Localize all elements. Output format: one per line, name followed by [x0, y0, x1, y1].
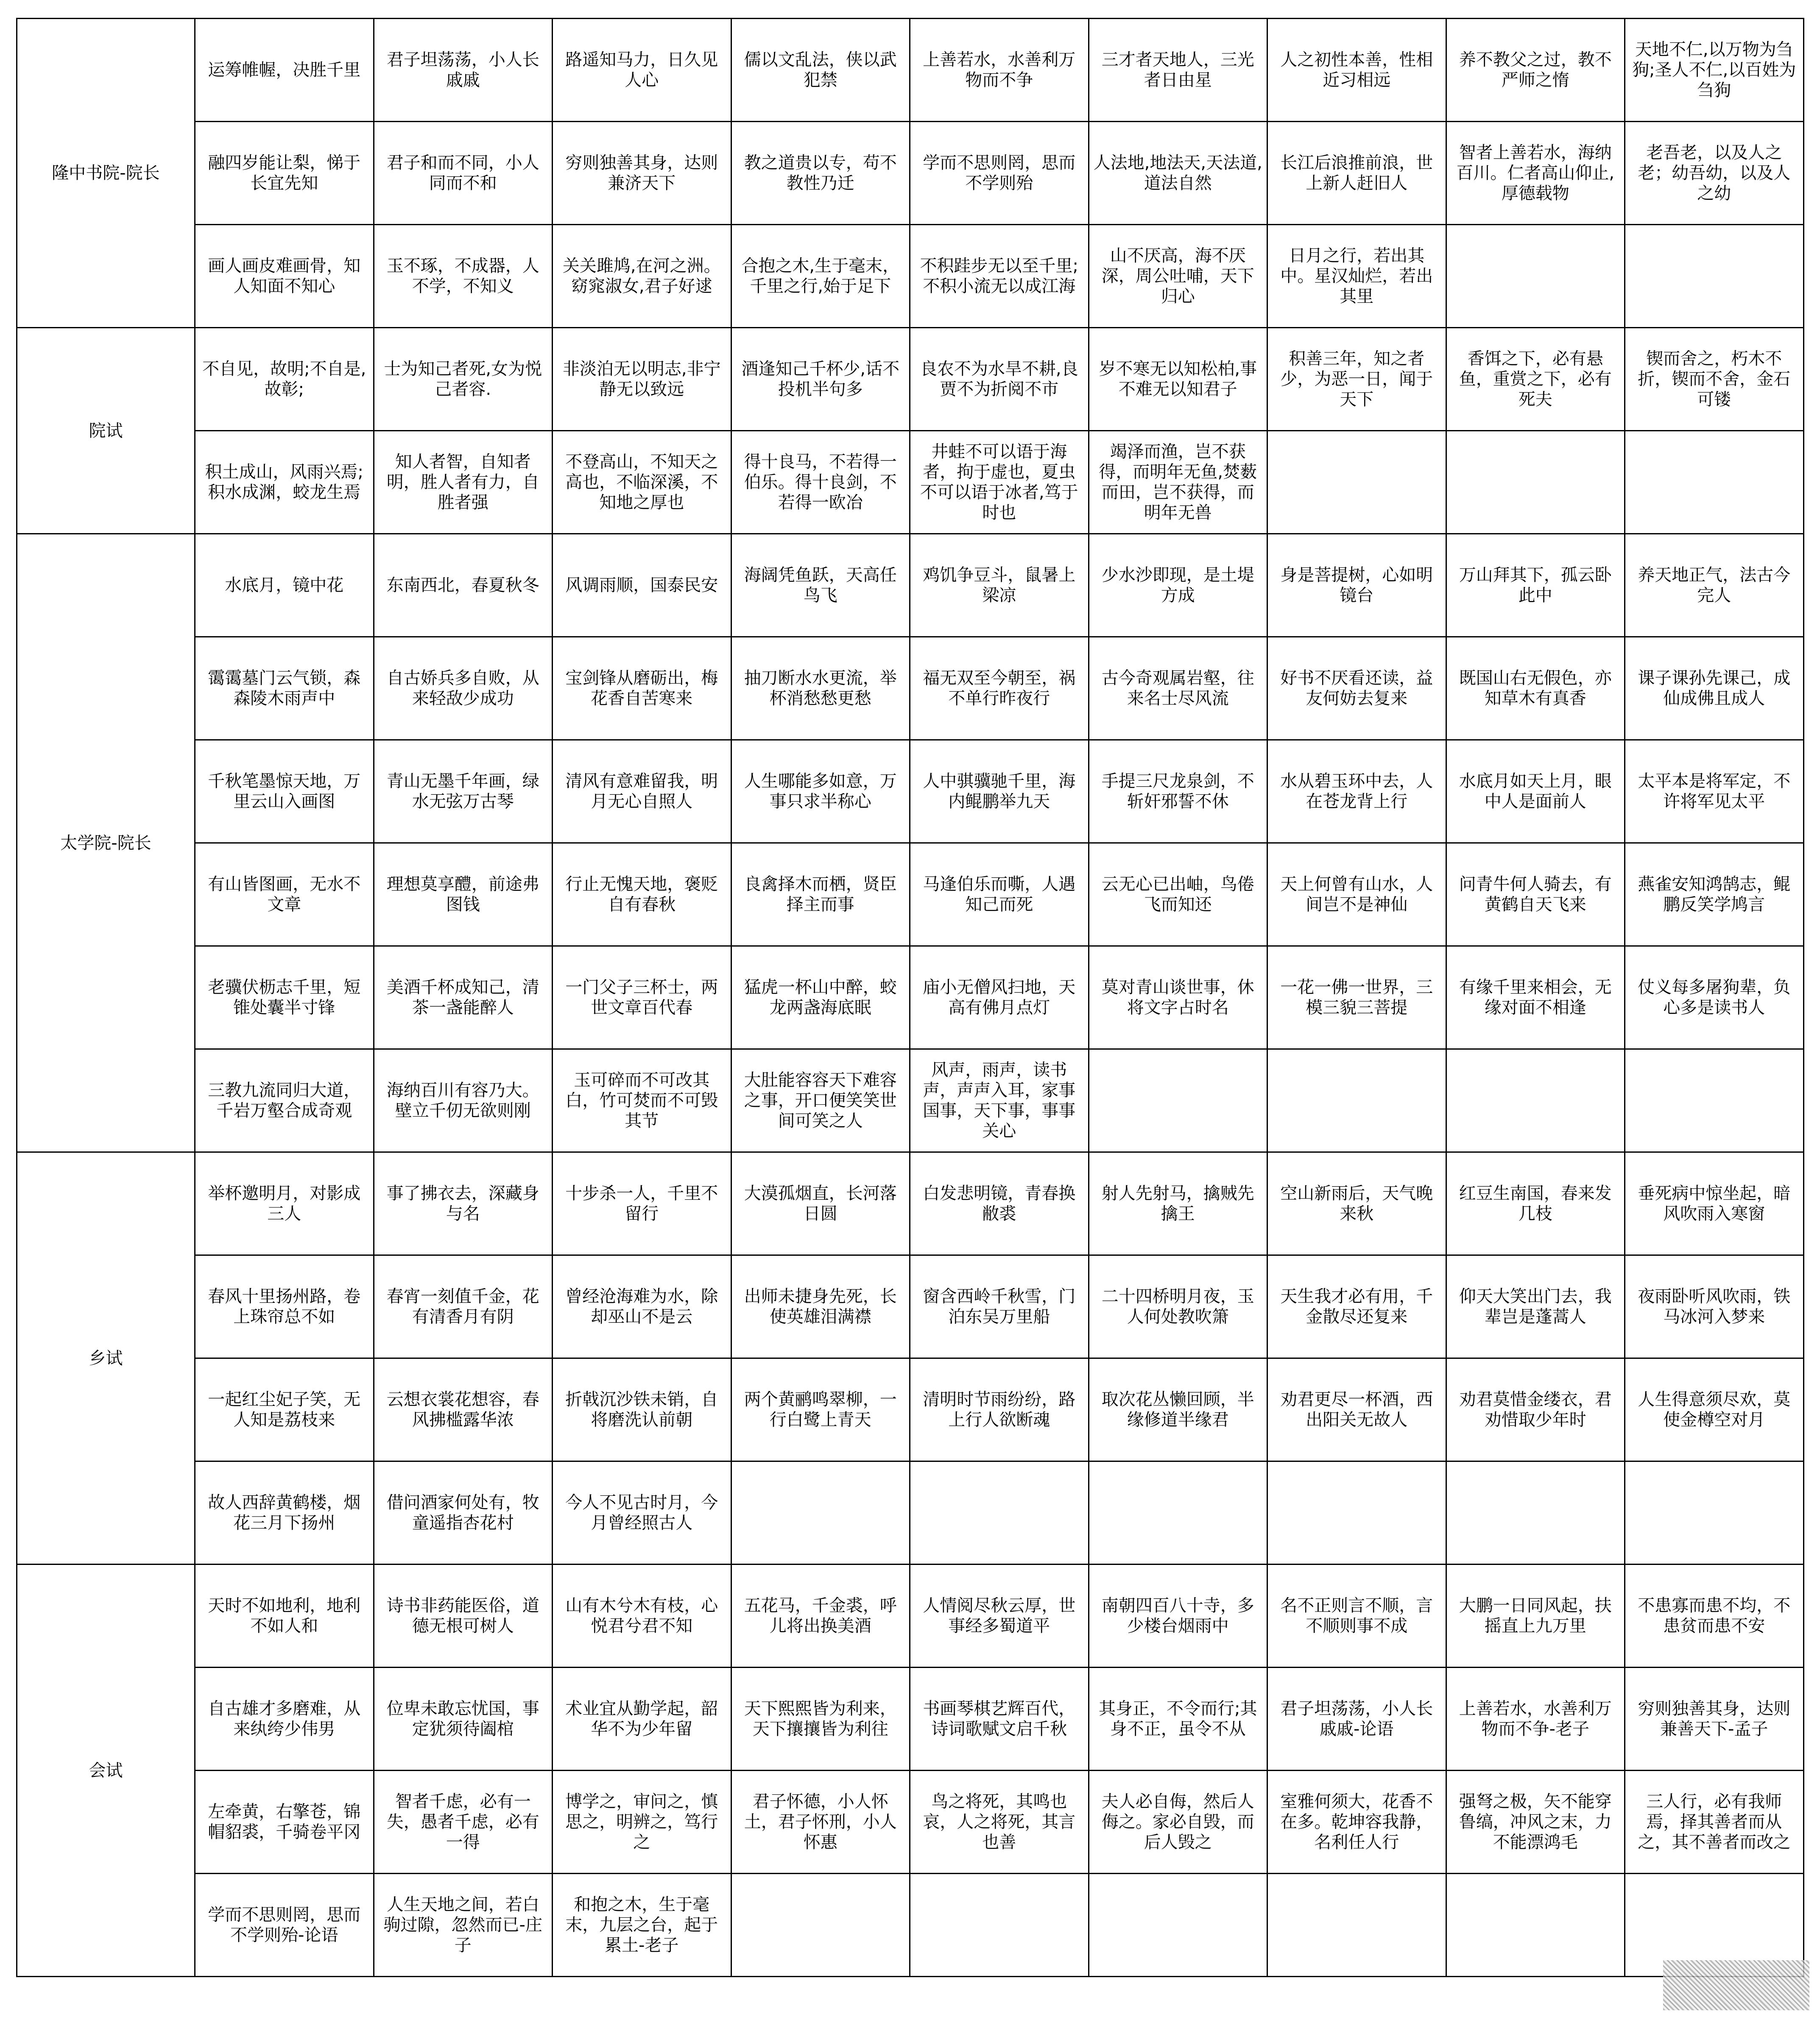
table-cell: 庙小无僧风扫地，天高有佛月点灯 — [910, 946, 1089, 1049]
table-row — [17, 1771, 1804, 1874]
table-cell: 日月之行，若出其中。星汉灿烂，若出其里 — [1267, 225, 1446, 328]
table-cell — [1446, 1049, 1625, 1152]
table-cell — [1267, 1049, 1446, 1152]
table-cell: 强弩之极，矢不能穿鲁缟，冲风之末，力不能漂鸿毛 — [1446, 1771, 1625, 1874]
table-cell — [910, 1874, 1089, 1977]
table-cell: 自古娇兵多自败，从来轻敌少成功 — [374, 637, 553, 740]
table-cell — [1089, 1049, 1267, 1152]
table-cell: 古今奇观属岩壑，往来名士尽风流 — [1089, 637, 1267, 740]
table-cell: 手提三尺龙泉剑，不斩奸邪誓不休 — [1089, 740, 1267, 843]
table-cell: 海阔凭鱼跃，天高任鸟飞 — [731, 534, 910, 637]
table-cell: 老吾老，以及人之老；幼吾幼，以及人之幼 — [1625, 122, 1804, 225]
table-row — [17, 637, 1804, 740]
table-cell: 智者上善若水，海纳百川。仁者高山仰止,厚德载物 — [1446, 122, 1625, 225]
table-cell: 融四岁能让梨，悌于长宜先知 — [195, 122, 374, 225]
table-row — [17, 1152, 1804, 1255]
table-cell: 非淡泊无以明志,非宁静无以致远 — [553, 328, 731, 431]
table-row — [17, 1049, 1804, 1152]
table-cell: 海纳百川有容乃大。壁立千仞无欲则刚 — [374, 1049, 553, 1152]
table-cell: 猛虎一杯山中醉，蛟龙两盏海底眠 — [731, 946, 910, 1049]
table-cell: 春风十里扬州路，卷上珠帘总不如 — [195, 1255, 374, 1358]
table-cell: 玉不琢，不成器，人不学，不知义 — [374, 225, 553, 328]
table-cell: 鸟之将死，其鸣也哀，人之将死，其言也善 — [910, 1771, 1089, 1874]
table-row — [17, 1668, 1804, 1771]
table-cell: 举杯邀明月，对影成三人 — [195, 1152, 374, 1255]
table-cell: 学而不思则罔，思而不学则殆-论语 — [195, 1874, 374, 1977]
table-cell: 空山新雨后，天气晚来秋 — [1267, 1152, 1446, 1255]
table-cell: 知人者智，自知者明，胜人者有力，自胜者强 — [374, 431, 553, 534]
table-cell: 上善若水，水善利万物而不争 — [910, 19, 1089, 122]
table-cell: 有山皆图画，无水不文章 — [195, 843, 374, 946]
table-cell: 万山拜其下，孤云卧此中 — [1446, 534, 1625, 637]
table-row — [17, 946, 1804, 1049]
table-cell: 不登高山，不知天之高也，不临深溪，不知地之厚也 — [553, 431, 731, 534]
table-cell: 仰天大笑出门去，我辈岂是蓬蒿人 — [1446, 1255, 1625, 1358]
table-cell: 南朝四百八十寺，多少楼台烟雨中 — [1089, 1565, 1267, 1668]
table-cell: 两个黄鹂鸣翠柳，一行白鹭上青天 — [731, 1358, 910, 1461]
table-cell: 垂死病中惊坐起，暗风吹雨入寒窗 — [1625, 1152, 1804, 1255]
table-cell: 自古雄才多磨难，从来纨绔少伟男 — [195, 1668, 374, 1771]
table-cell: 云想衣裳花想容，春风拂槛露华浓 — [374, 1358, 553, 1461]
table-cell: 水底月如天上月，眼中人是面前人 — [1446, 740, 1625, 843]
table-cell: 折戟沉沙铁未销，自将磨洗认前朝 — [553, 1358, 731, 1461]
table-cell: 东南西北，春夏秋冬 — [374, 534, 553, 637]
table-cell: 大鹏一日同风起，扶摇直上九万里 — [1446, 1565, 1625, 1668]
table-cell: 画人画皮难画骨，知人知面不知心 — [195, 225, 374, 328]
table-cell: 士为知己者死,女为悦己者容. — [374, 328, 553, 431]
table-cell: 劝君莫惜金缕衣，君劝惜取少年时 — [1446, 1358, 1625, 1461]
table-row — [17, 225, 1804, 328]
table-cell — [1446, 1461, 1625, 1565]
table-cell: 十步杀一人，千里不留行 — [553, 1152, 731, 1255]
table-cell: 夜雨卧听风吹雨，铁马冰河入梦来 — [1625, 1255, 1804, 1358]
table-cell: 良禽择木而栖，贤臣择主而事 — [731, 843, 910, 946]
table-cell: 人生天地之间，若白驹过隙，忽然而已-庄子 — [374, 1874, 553, 1977]
table-cell: 宝剑锋从磨砺出，梅花香自苦寒来 — [553, 637, 731, 740]
table-cell: 天地不仁,以万物为刍狗;圣人不仁,以百姓为刍狗 — [1625, 19, 1804, 122]
table-cell: 理想莫享醴，前途弗图钱 — [374, 843, 553, 946]
table-cell: 得十良马，不若得一伯乐。得十良剑，不若得一欧冶 — [731, 431, 910, 534]
table-cell: 锲而舍之，朽木不折，锲而不舍，金石可镂 — [1625, 328, 1804, 431]
table-cell: 路遥知马力，日久见人心 — [553, 19, 731, 122]
table-cell: 取次花丛懒回顾，半缘修道半缘君 — [1089, 1358, 1267, 1461]
table-row — [17, 1255, 1804, 1358]
table-cell: 不自见，故明;不自是,故彰; — [195, 328, 374, 431]
table-cell: 窗含西岭千秋雪，门泊东吴万里船 — [910, 1255, 1089, 1358]
table-cell: 云无心已出岫，鸟倦飞而知还 — [1089, 843, 1267, 946]
table-cell: 智者千虑，必有一失，愚者千虑，必有一得 — [374, 1771, 553, 1874]
table-cell: 君子坦荡荡，小人长戚戚-论语 — [1267, 1668, 1446, 1771]
table-cell: 曾经沧海难为水，除却巫山不是云 — [553, 1255, 731, 1358]
table-cell: 君子怀德，小人怀土，君子怀刑，小人怀惠 — [731, 1771, 910, 1874]
table-cell: 穷则独善其身，达则兼济天下 — [553, 122, 731, 225]
table-cell: 天上何曾有山水，人间岂不是神仙 — [1267, 843, 1446, 946]
table-cell: 上善若水，水善利万物而不争-老子 — [1446, 1668, 1625, 1771]
table-cell — [1625, 1049, 1804, 1152]
table-cell: 香饵之下，必有悬鱼，重赏之下，必有死夫 — [1446, 328, 1625, 431]
table-cell — [1625, 225, 1804, 328]
table-cell: 合抱之木,生于毫末，千里之行,始于足下 — [731, 225, 910, 328]
table-row — [17, 1874, 1804, 1977]
table-cell: 今人不见古时月，今月曾经照古人 — [553, 1461, 731, 1565]
table-cell: 岁不寒无以知松柏,事不难无以知君子 — [1089, 328, 1267, 431]
table-cell — [1267, 1874, 1446, 1977]
table-cell: 养天地正气，法古今完人 — [1625, 534, 1804, 637]
table-cell: 夫人必自侮，然后人侮之。家必自毁，而后人毁之 — [1089, 1771, 1267, 1874]
table-cell: 竭泽而渔，岂不获得，而明年无鱼,焚薮而田，岂不获得，而明年无兽 — [1089, 431, 1267, 534]
table-cell: 运筹帷幄，决胜千里 — [195, 19, 374, 122]
table-cell: 人生得意须尽欢，莫使金樽空对月 — [1625, 1358, 1804, 1461]
table-cell: 儒以文乱法，侠以武犯禁 — [731, 19, 910, 122]
table-cell — [1267, 431, 1446, 534]
table-cell — [731, 1461, 910, 1565]
table-cell: 和抱之木，生于毫末，九层之台，起于累土-老子 — [553, 1874, 731, 1977]
table-cell: 人中骐骥驰千里，海内鲲鹏举九天 — [910, 740, 1089, 843]
table-cell: 一起红尘妃子笑，无人知是荔枝来 — [195, 1358, 374, 1461]
table-cell: 风调雨顺，国泰民安 — [553, 534, 731, 637]
section-label: 太学院-院长 — [17, 534, 195, 1152]
table-cell: 左牵黄，右擎苍，锦帽貂裘，千骑卷平冈 — [195, 1771, 374, 1874]
table-cell: 天生我才必有用，千金散尽还复来 — [1267, 1255, 1446, 1358]
table-cell: 水底月，镜中花 — [195, 534, 374, 637]
table-cell: 博学之，审问之，慎思之，明辨之，笃行之 — [553, 1771, 731, 1874]
table-cell: 少水沙即现，是土堤方成 — [1089, 534, 1267, 637]
section-label: 会试 — [17, 1565, 195, 1977]
table-row — [17, 1565, 1804, 1668]
table-cell: 术业宜从勤学起，韶华不为少年留 — [553, 1668, 731, 1771]
table-cell: 山有木兮木有枝，心悦君兮君不知 — [553, 1565, 731, 1668]
table-cell: 马逢伯乐而嘶，人遇知己而死 — [910, 843, 1089, 946]
table-cell: 大肚能容容天下难容之事，开口便笑笑世间可笑之人 — [731, 1049, 910, 1152]
table-cell: 积善三年，知之者少，为恶一日，闻于天下 — [1267, 328, 1446, 431]
table-cell: 书画琴棋艺辉百代，诗词歌赋文启千秋 — [910, 1668, 1089, 1771]
table-row — [17, 534, 1804, 637]
table-cell: 不患寡而患不均，不患贫而患不安 — [1625, 1565, 1804, 1668]
table-cell: 天下熙熙皆为利来，天下攘攘皆为利往 — [731, 1668, 910, 1771]
table-cell: 其身正，不令而行;其身不正，虽令不从 — [1089, 1668, 1267, 1771]
table-cell: 酒逢知己千杯少,话不投机半句多 — [731, 328, 910, 431]
table-cell: 清风有意难留我，明月无心自照人 — [553, 740, 731, 843]
table-cell: 莫对青山谈世事，休将文字占时名 — [1089, 946, 1267, 1049]
table-cell: 山不厌高，海不厌深，周公吐哺，天下归心 — [1089, 225, 1267, 328]
table-cell: 学而不思则罔，思而不学则殆 — [910, 122, 1089, 225]
table-cell: 一门父子三杯士，两世文章百代春 — [553, 946, 731, 1049]
section-label: 乡试 — [17, 1152, 195, 1565]
table-cell: 人生哪能多如意，万事只求半称心 — [731, 740, 910, 843]
table-cell: 出师未捷身先死，长使英雄泪满襟 — [731, 1255, 910, 1358]
table-cell: 美酒千杯成知己，清茶一盏能醉人 — [374, 946, 553, 1049]
table-cell — [1625, 1461, 1804, 1565]
table-cell — [1446, 225, 1625, 328]
table-cell: 君子和而不同，小人同而不和 — [374, 122, 553, 225]
table-cell: 青山无墨千年画，绿水无弦万古琴 — [374, 740, 553, 843]
table-cell: 行止无愧天地，褒贬自有春秋 — [553, 843, 731, 946]
table-row — [17, 843, 1804, 946]
table-cell: 大漠孤烟直，长河落日圆 — [731, 1152, 910, 1255]
table-cell: 春宵一刻值千金，花有清香月有阴 — [374, 1255, 553, 1358]
table-cell: 玉可碎而不可改其白，竹可焚而不可毁其节 — [553, 1049, 731, 1152]
table-row — [17, 740, 1804, 843]
table-cell: 身是菩提树，心如明镜台 — [1267, 534, 1446, 637]
table-row — [17, 1461, 1804, 1565]
table-cell: 关关雎鸠,在河之洲。窈窕淑女,君子好逑 — [553, 225, 731, 328]
table-cell: 燕雀安知鸿鹄志，鲲鹏反笑学鸠言 — [1625, 843, 1804, 946]
table-cell: 劝君更尽一杯酒，西出阳关无故人 — [1267, 1358, 1446, 1461]
table-cell: 千秋笔墨惊天地，万里云山入画图 — [195, 740, 374, 843]
section-label: 隆中书院-院长 — [17, 19, 195, 328]
table-cell — [1446, 1874, 1625, 1977]
table-cell: 风声，雨声，读书声，声声入耳，家事国事，天下事，事事关心 — [910, 1049, 1089, 1152]
table-cell: 长江后浪推前浪，世上新人赶旧人 — [1267, 122, 1446, 225]
table-row — [17, 122, 1804, 225]
table-cell: 故人西辞黄鹤楼，烟花三月下扬州 — [195, 1461, 374, 1565]
table-cell: 井蛙不可以语于海者，拘于虚也，夏虫不可以语于冰者,笃于时也 — [910, 431, 1089, 534]
table-cell: 福无双至今朝至，祸不单行昨夜行 — [910, 637, 1089, 740]
table-cell: 人之初性本善，性相近习相远 — [1267, 19, 1446, 122]
table-cell: 不积跬步无以至千里;不积小流无以成江海 — [910, 225, 1089, 328]
table-cell: 良农不为水旱不耕,良贾不为折阅不市 — [910, 328, 1089, 431]
table-cell: 位卑未敢忘忧国，事定犹须待阖棺 — [374, 1668, 553, 1771]
table-cell: 养不教父之过，教不严师之惰 — [1446, 19, 1625, 122]
table-cell: 借问酒家何处有，牧童遥指杏花村 — [374, 1461, 553, 1565]
table-cell: 仗义每多屠狗辈，负心多是读书人 — [1625, 946, 1804, 1049]
table-cell: 好书不厌看还读，益友何妨去复来 — [1267, 637, 1446, 740]
table-cell — [1267, 1461, 1446, 1565]
section-label: 院试 — [17, 328, 195, 534]
table-row — [17, 328, 1804, 431]
table-row — [17, 431, 1804, 534]
table-cell: 课子课孙先课己，成仙成佛且成人 — [1625, 637, 1804, 740]
table-cell — [1089, 1461, 1267, 1565]
watermark-stamp — [1663, 1960, 1809, 2010]
table-cell: 有缘千里来相会，无缘对面不相逢 — [1446, 946, 1625, 1049]
table-cell: 名不正则言不顺，言不顺则事不成 — [1267, 1565, 1446, 1668]
table-cell: 三才者天地人，三光者日由星 — [1089, 19, 1267, 122]
table-cell: 穷则独善其身，达则兼善天下-孟子 — [1625, 1668, 1804, 1771]
table-cell: 白发悲明镜，青春换敝裘 — [910, 1152, 1089, 1255]
table-cell — [1446, 431, 1625, 534]
table-cell: 清明时节雨纷纷，路上行人欲断魂 — [910, 1358, 1089, 1461]
table-cell: 老骥伏枥志千里，短锥处囊半寸锋 — [195, 946, 374, 1049]
table-cell: 诗书非药能医俗，道德无根可树人 — [374, 1565, 553, 1668]
table-cell — [910, 1461, 1089, 1565]
table-cell: 五花马，千金裘，呼儿将出换美酒 — [731, 1565, 910, 1668]
table-cell: 三教九流同归大道，千岩万壑合成奇观 — [195, 1049, 374, 1152]
table-cell: 人情阅尽秋云厚，世事经多蜀道平 — [910, 1565, 1089, 1668]
table-cell: 人法地,地法天,天法道,道法自然 — [1089, 122, 1267, 225]
table-cell — [731, 1874, 910, 1977]
table-cell: 事了拂衣去，深藏身与名 — [374, 1152, 553, 1255]
table-cell: 抽刀断水水更流，举杯消愁愁更愁 — [731, 637, 910, 740]
table-row — [17, 1358, 1804, 1461]
table-cell: 三人行，必有我师焉，择其善者而从之，其不善者而改之 — [1625, 1771, 1804, 1874]
table-cell: 二十四桥明月夜，玉人何处教吹箫 — [1089, 1255, 1267, 1358]
table-cell: 红豆生南国，春来发几枝 — [1446, 1152, 1625, 1255]
couplet-table — [16, 18, 1804, 1977]
table-cell: 问青牛何人骑去，有黄鹤自天飞来 — [1446, 843, 1625, 946]
table-cell: 射人先射马，擒贼先擒王 — [1089, 1152, 1267, 1255]
table-cell: 君子坦荡荡，小人长戚戚 — [374, 19, 553, 122]
table-cell: 鸡饥争豆斗，鼠暑上梁凉 — [910, 534, 1089, 637]
table-cell: 一花一佛一世界，三模三貌三菩提 — [1267, 946, 1446, 1049]
table-cell: 太平本是将军定，不许将军见太平 — [1625, 740, 1804, 843]
table-cell: 天时不如地利，地利不如人和 — [195, 1565, 374, 1668]
table-cell: 教之道贵以专，苟不教性乃迁 — [731, 122, 910, 225]
table-row — [17, 19, 1804, 122]
table-cell: 室雅何须大，花香不在多。乾坤容我静，名利任人行 — [1267, 1771, 1446, 1874]
table-cell: 积土成山，风雨兴焉;积水成渊，蛟龙生焉 — [195, 431, 374, 534]
table-cell: 既国山右无假色，亦知草木有真香 — [1446, 637, 1625, 740]
table-cell: 霭霭墓门云气锁，森森陵木雨声中 — [195, 637, 374, 740]
table-cell: 水从碧玉环中去，人在苍龙背上行 — [1267, 740, 1446, 843]
table-cell — [1625, 431, 1804, 534]
table-cell — [1089, 1874, 1267, 1977]
